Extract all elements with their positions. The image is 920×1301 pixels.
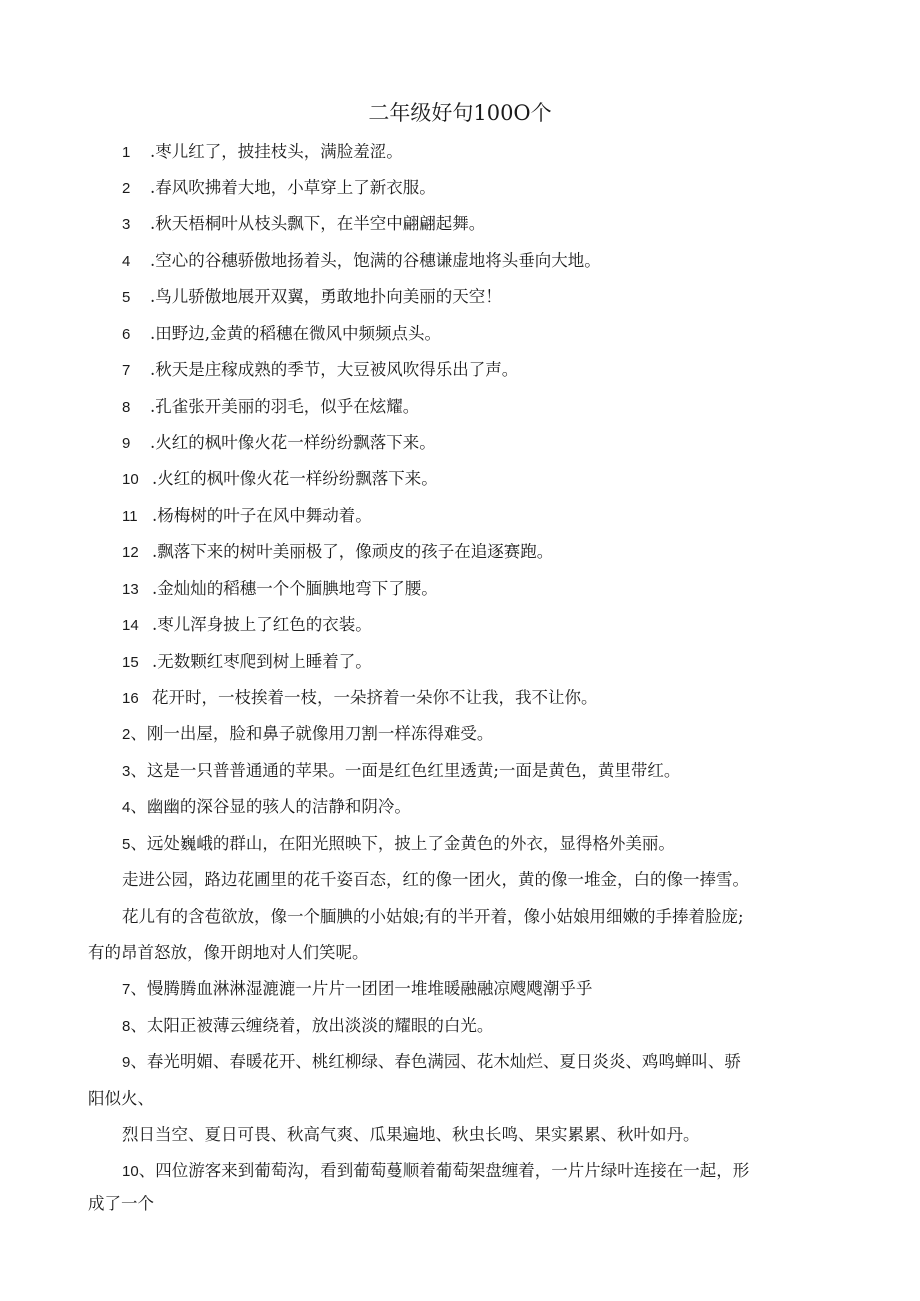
paragraph: 走进公园，路边花圃里的花千姿百态，红的像一团火，黄的像一堆金，白的像一捧雪。 [122,870,749,889]
list-item: 15 .无数颗红枣爬到树上睡着了。 [122,652,372,671]
list-item: 3、这是一只普普通通的苹果。一面是红色红里透黄;一面是黄色，黄里带红。 [122,761,681,780]
list-item: 8 .孔雀张开美丽的羽毛，似乎在炫耀。 [122,397,420,416]
list-item: 12 .飘落下来的树叶美丽极了，像顽皮的孩子在追逐赛跑。 [122,542,554,561]
list-item: 10 .火红的枫叶像火花一样纷纷飘落下来。 [122,469,438,488]
list-item: 8、太阳正被薄云缠绕着，放出淡淡的耀眼的白光。 [122,1016,494,1035]
list-item: 9、春光明媚、春暖花开、桃红柳绿、春色满园、花木灿烂、夏日炎炎、鸡鸣蝉叫、骄 [122,1052,741,1071]
page-title: 二年级好句100O个 [368,101,552,125]
list-item: 2 .春风吹拂着大地，小草穿上了新衣服。 [122,178,436,197]
list-item: 16 花开时，一枝挨着一枝，一朵挤着一朵你不让我，我不让你。 [122,688,598,707]
list-item: 7、慢腾腾血淋淋湿漉漉一片片一团团一堆堆暖融融凉飕飕潮乎乎 [122,979,593,998]
list-item-continuation: 成了一个 [88,1194,154,1213]
list-item: 9 .火红的枫叶像火花一样纷纷飘落下来。 [122,433,436,452]
list-item: 4 .空心的谷穗骄傲地扬着头，饱满的谷穗谦虚地将头垂向大地。 [122,251,601,270]
list-item: 7 .秋天是庄稼成熟的季节，大豆被风吹得乐出了声。 [122,360,519,379]
list-item: 2、刚一出屋，脸和鼻子就像用刀割一样冻得难受。 [122,724,494,743]
list-item: 3 .秋天梧桐叶从枝头飘下，在半空中翩翩起舞。 [122,214,486,233]
list-item: 11 .杨梅树的叶子在风中舞动着。 [122,506,372,525]
paragraph: 烈日当空、夏日可畏、秋高气爽、瓜果遍地、秋虫长鸣、果实累累、秋叶如丹。 [122,1125,700,1144]
paragraph: 花儿有的含苞欲放，像一个腼腆的小姑娘;有的半开着，像小姑娘用细嫩的手捧着脸庞; [122,907,744,926]
list-item-continuation: 阳似火、 [88,1089,154,1108]
list-item: 5、远处巍峨的群山，在阳光照映下，披上了金黄色的外衣，显得格外美丽。 [122,834,675,853]
list-item: 4、幽幽的深谷显的骇人的洁静和阴冷。 [122,797,411,816]
list-item: 13 .金灿灿的稻穗一个个腼腆地弯下了腰。 [122,579,438,598]
paragraph-continuation: 有的昂首怒放，像开朗地对人们笑呢。 [88,943,369,962]
list-item: 1 .枣儿红了，披挂枝头，满脸羞涩。 [122,142,403,161]
list-item: 5 .鸟儿骄傲地展开双翼，勇敢地扑向美丽的天空！ [122,287,502,306]
list-item: 14 .枣儿浑身披上了红色的衣装。 [122,615,372,634]
list-item: 10、四位游客来到葡萄沟，看到葡萄蔓顺着葡萄架盘缠着，一片片绿叶连接在一起，形 [122,1161,750,1180]
list-item: 6 .田野边,金黄的稻穗在微风中频频点头。 [122,324,441,343]
